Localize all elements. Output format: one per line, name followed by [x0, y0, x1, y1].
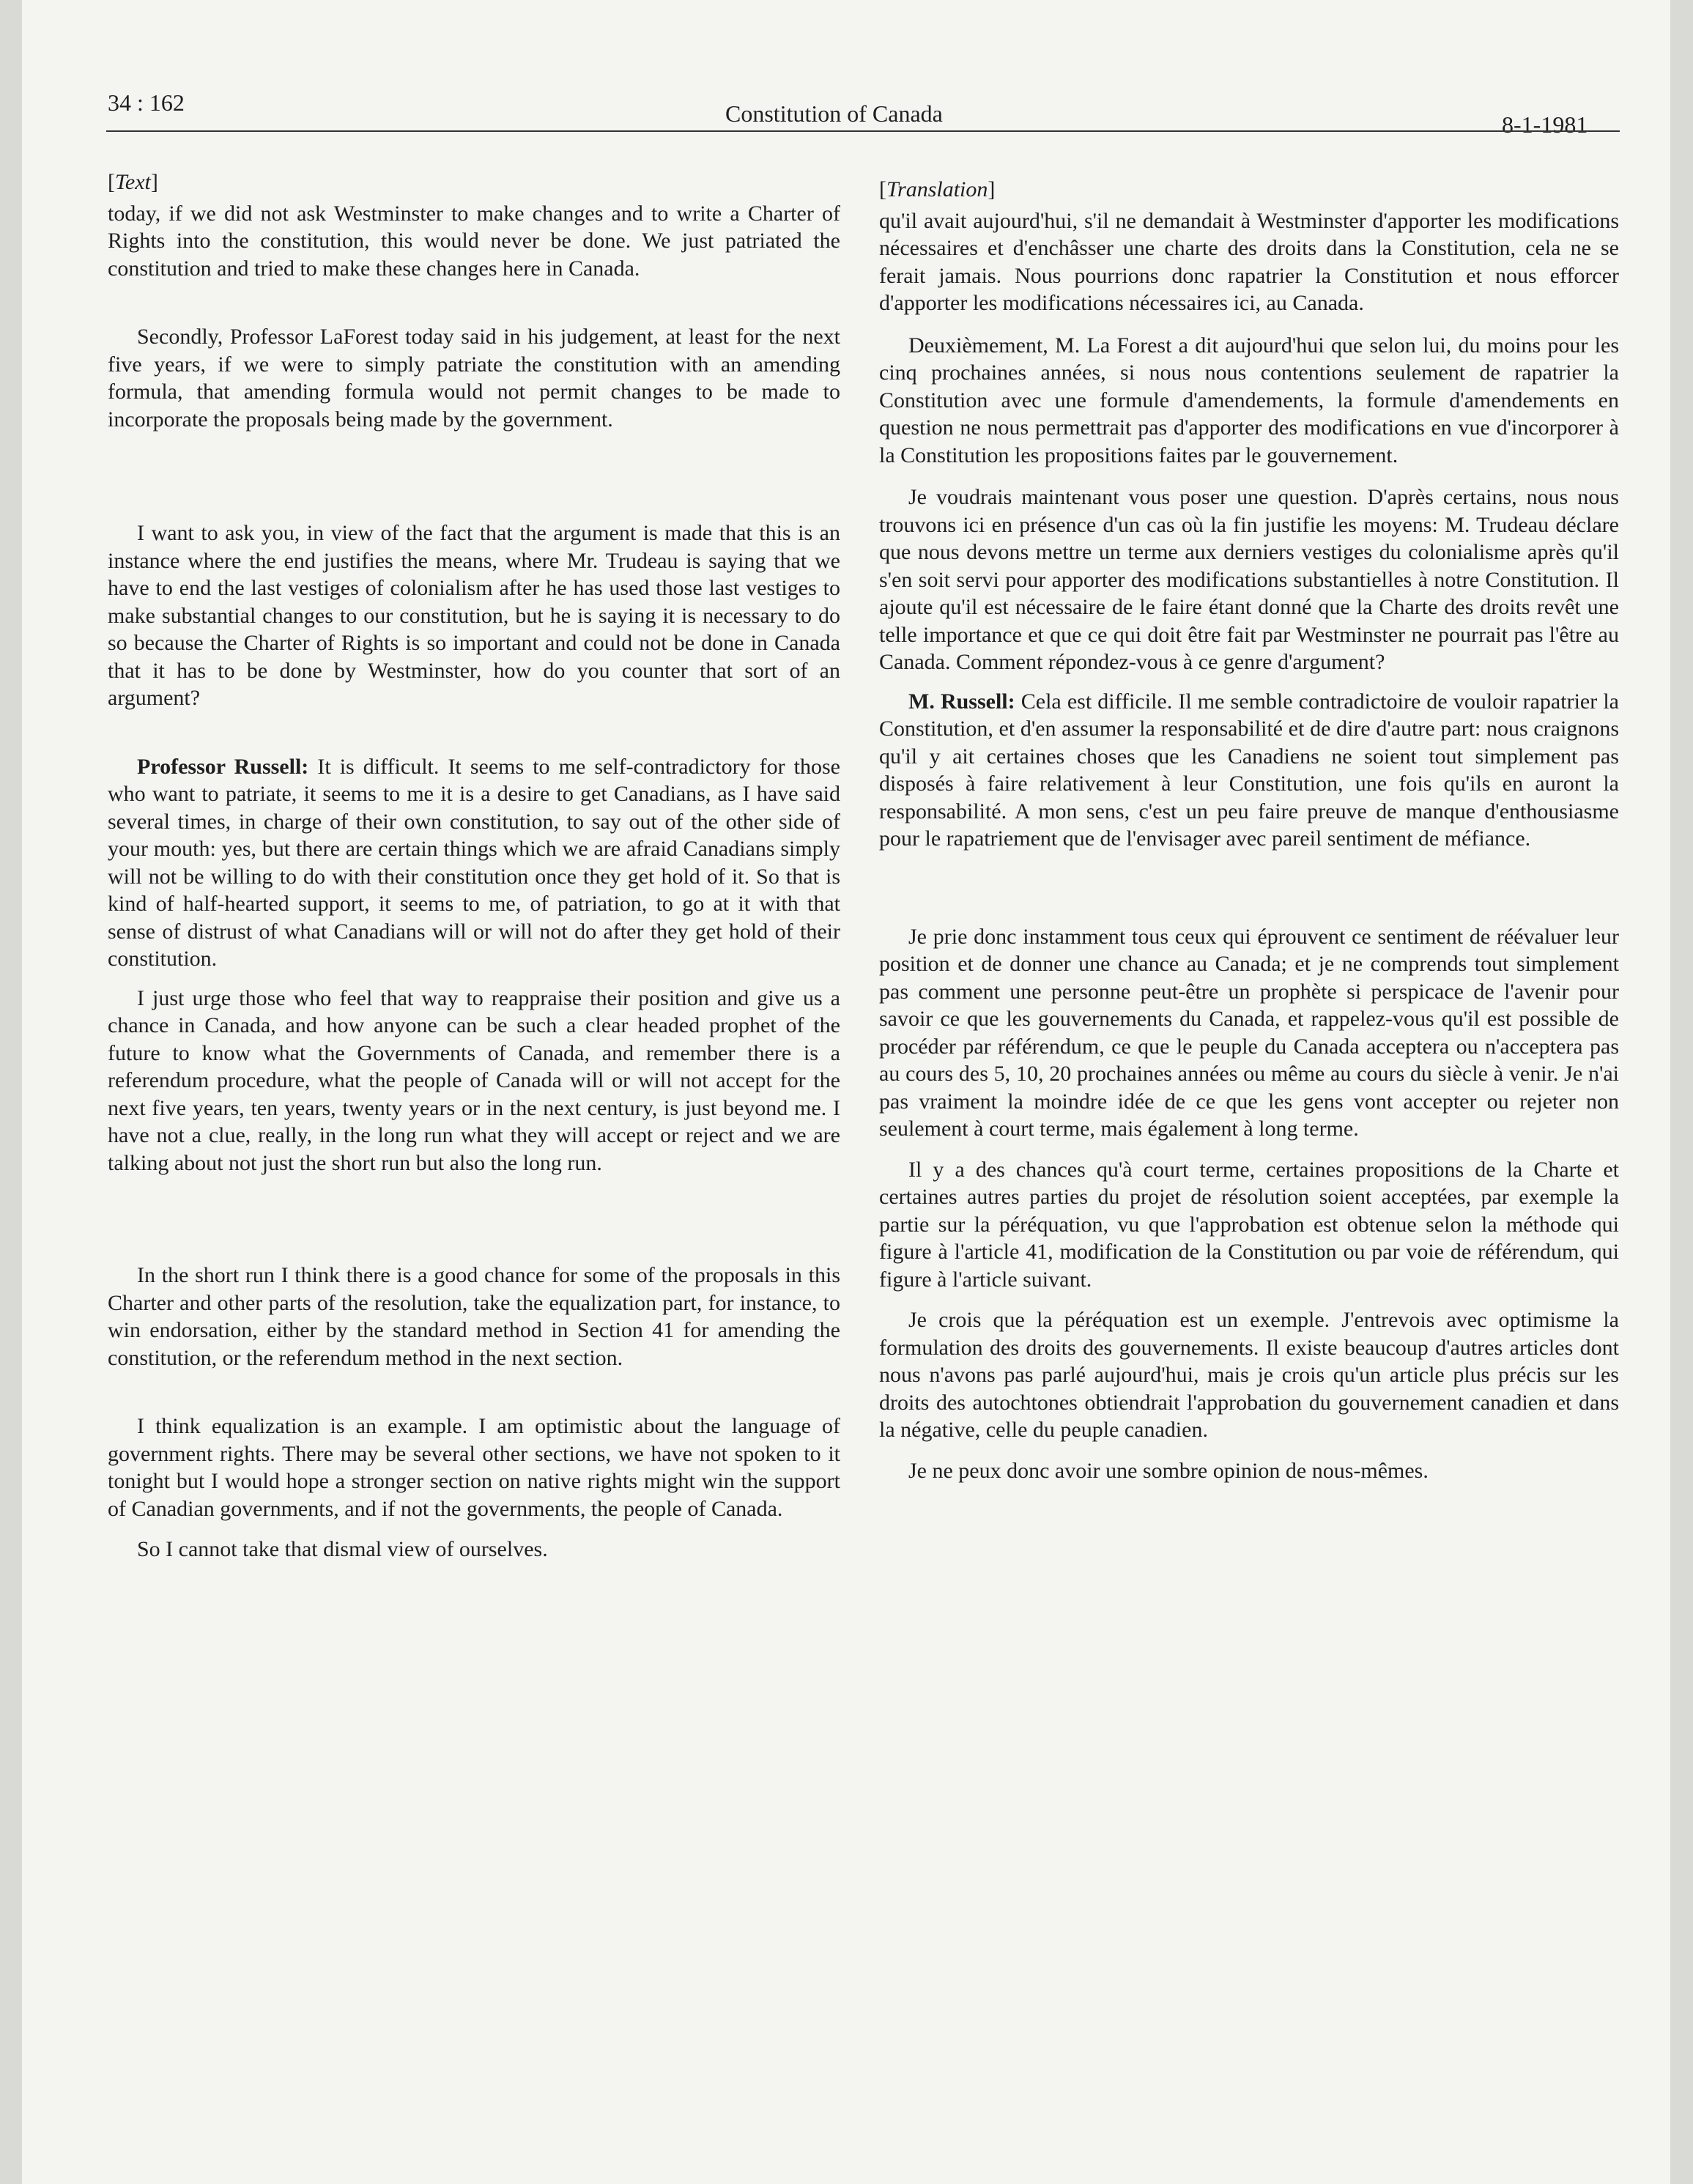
sitting-date: 8-1-1981	[1502, 111, 1588, 138]
paragraph: I think equalization is an example. I am optimistic about the language of government rights. There may be several other sections, we have not spoken to it tonight but I would hope a stronger section on native rights might win the support of Canadian governments, and if not the governments, the people of Canada.	[108, 1414, 840, 1521]
paragraph: Secondly, Professor LaForest today said in his judgement, at least for the next five years, if we were to simply patriate the constitution with an amending formula, that amending formula would not permit changes to be made to incorporate the proposals being made by the government.	[108, 325, 840, 432]
paragraph: In the short run I think there is a good chance for some of the proposals in this Charter and other parts of the resolution, take the equalization part, for instance, to win endorsation, either by the standard method in Section 41 for amending the constitution, or the referendum method in the next section.	[108, 1263, 840, 1370]
paragraph: Professor Russell: It is difficult. It seems to me self-contradictory for those who want to patriate, it seems to me it is a desire to get Canadians, as I have said several times, in charge of their own constitution, to say out of the other side of your mouth: yes, but there are certain things which we are afraid Canadians simply will not be willing to do with their constitution once they get hold of it. So that is kind of half-hearted support, it seems to me, of patriation, to go at it with that sense of distrust of what Canadians will or will not do after they get hold of their constitution.	[108, 754, 840, 971]
speaker-name: M. Russell:	[908, 689, 1015, 714]
english-column	[108, 169, 840, 1563]
paragraph: today, if we did not ask Westminster to make changes and to write a Charter of Rights into the constitution, this would never be done. We just patriated the constitution and tried to make these changes here in Canada.	[108, 201, 840, 281]
page-reference: 34 : 162	[108, 89, 185, 116]
running-title: Constitution of Canada	[725, 100, 943, 127]
paragraph: Je ne peux donc avoir une sombre opinion de nous-mêmes.	[908, 1458, 1429, 1483]
paragraph: So I cannot take that dismal view of ourselves.	[137, 1537, 548, 1561]
french-column	[879, 169, 1619, 1484]
paragraph: qu'il avait aujourd'hui, s'il ne demandait à Westminster d'apporter les modifications nécessaires et d'enchâsser une charte des droits dans la Constitution, cela ne se ferait jamais. Nous pourrions donc rapatrier la Constitution et nous efforcer d'apporter les modifications nécessaires ici, au Canada.	[879, 208, 1619, 315]
header-rule	[106, 130, 1620, 132]
speaker-name: Professor Russell:	[137, 754, 309, 779]
column-label: [Translation]	[879, 177, 996, 201]
column-label: [Text]	[108, 170, 158, 194]
paragraph: Je crois que la péréquation est un exemple. J'entrevois avec optimisme la formulation des droits des gouvernements. Il existe beaucoup d'autres articles dont nous n'avons pas parlé aujourd'hui, mais je crois qu'un article plus précis sur les droits des autochtones obtiendrait l'approbation du gouvernement canadien et dans la négative, celle du peuple canadien.	[879, 1308, 1619, 1442]
paragraph: I want to ask you, in view of the fact that the argument is made that this is an instance where the end justifies the means, where Mr. Trudeau is saying that we have to end the last vestiges of colonialism after he has used those last vestiges to make substantial changes to our constitution, but he is saying it is necessary to do so because the Charter of Rights is so important and could not be done in Canada that it has to be done by Westminster, how do you counter that sort of an argument?	[108, 521, 840, 710]
paragraph: I just urge those who feel that way to reappraise their position and give us a chance in Canada, and how anyone can be such a clear headed prophet of the future to know what the Governments of Canada, and remember there is a referendum procedure, what the people of Canada will or will not accept for the next five years, ten years, twenty years or in the next century, is just beyond me. I have not a clue, really, in the long run what they will accept or reject and we are talking about not just the short run but also the long run.	[108, 985, 840, 1175]
paragraph: Je prie donc instamment tous ceux qui éprouvent ce sentiment de réévaluer leur position et de donner une chance au Canada; et je ne comprends tout simplement pas comment une personne peut-être un prophète si perspicace de l'avenir pour savoir ce que les gouvernements du Canada, et rappelez-vous qu'il est possible de procéder par référendum, ce que le peuple du Canada acceptera ou n'acceptera pas au cours des 5, 10, 20 prochaines années ou même au cours du siècle à venir. Je n'ai pas vraiment la moindre idée de ce que les gens vont accepter ou rejeter non seulement à court terme, mais également à long terme.	[879, 924, 1619, 1141]
document-page	[22, 0, 1670, 2184]
paragraph: Deuxièmement, M. La Forest a dit aujourd'hui que selon lui, du moins pour les cinq prochaines années, si nous nous contentions seulement de rapatrier la Constitution avec une formule d'amendements, la formule d'amendements en question ne nous permettrait pas d'apporter des modifications en vue d'incorporer à la Constitution les propositions faites par le gouvernement.	[879, 333, 1619, 467]
paragraph: M. Russell: Cela est difficile. Il me semble contradictoire de vouloir rapatrier la Constitution, et d'en assumer la responsabilité et de dire d'autre part: nous craignons qu'il y ait certaines choses que les Canadiens ne soient tout simplement pas disposés à faire relativement à leur Constitution, une fois qu'ils en auront la responsabilité. A mon sens, c'est un peu faire preuve de manque d'enthousiasme pour le rapatriement que de l'envisager avec pareil sentiment de méfiance.	[879, 689, 1619, 851]
paragraph: Je voudrais maintenant vous poser une question. D'après certains, nous nous trouvons ici en présence d'un cas où la fin justifie les moyens: M. Trudeau déclare que nous devons mettre un terme aux derniers vestiges du colonialisme après qu'il s'en soit servi pour apporter des modifications substantielles à notre Constitution. Il ajoute qu'il est nécessaire de le faire étant donné que la Charte des droits revêt une telle importance et que ce qui doit être fait par Westminster ne pourrait pas l'être au Canada. Comment répondez-vous à ce genre d'argument?	[879, 485, 1619, 674]
paragraph: Il y a des chances qu'à court terme, certaines propositions de la Charte et certaines autres parties du projet de résolution soient acceptées, par exemple la partie sur la péréquation, vu que l'approbation est obtenue selon la méthode qui figure à l'article 41, modification de la Constitution ou par voie de référendum, qui figure à l'article suivant.	[879, 1157, 1619, 1292]
